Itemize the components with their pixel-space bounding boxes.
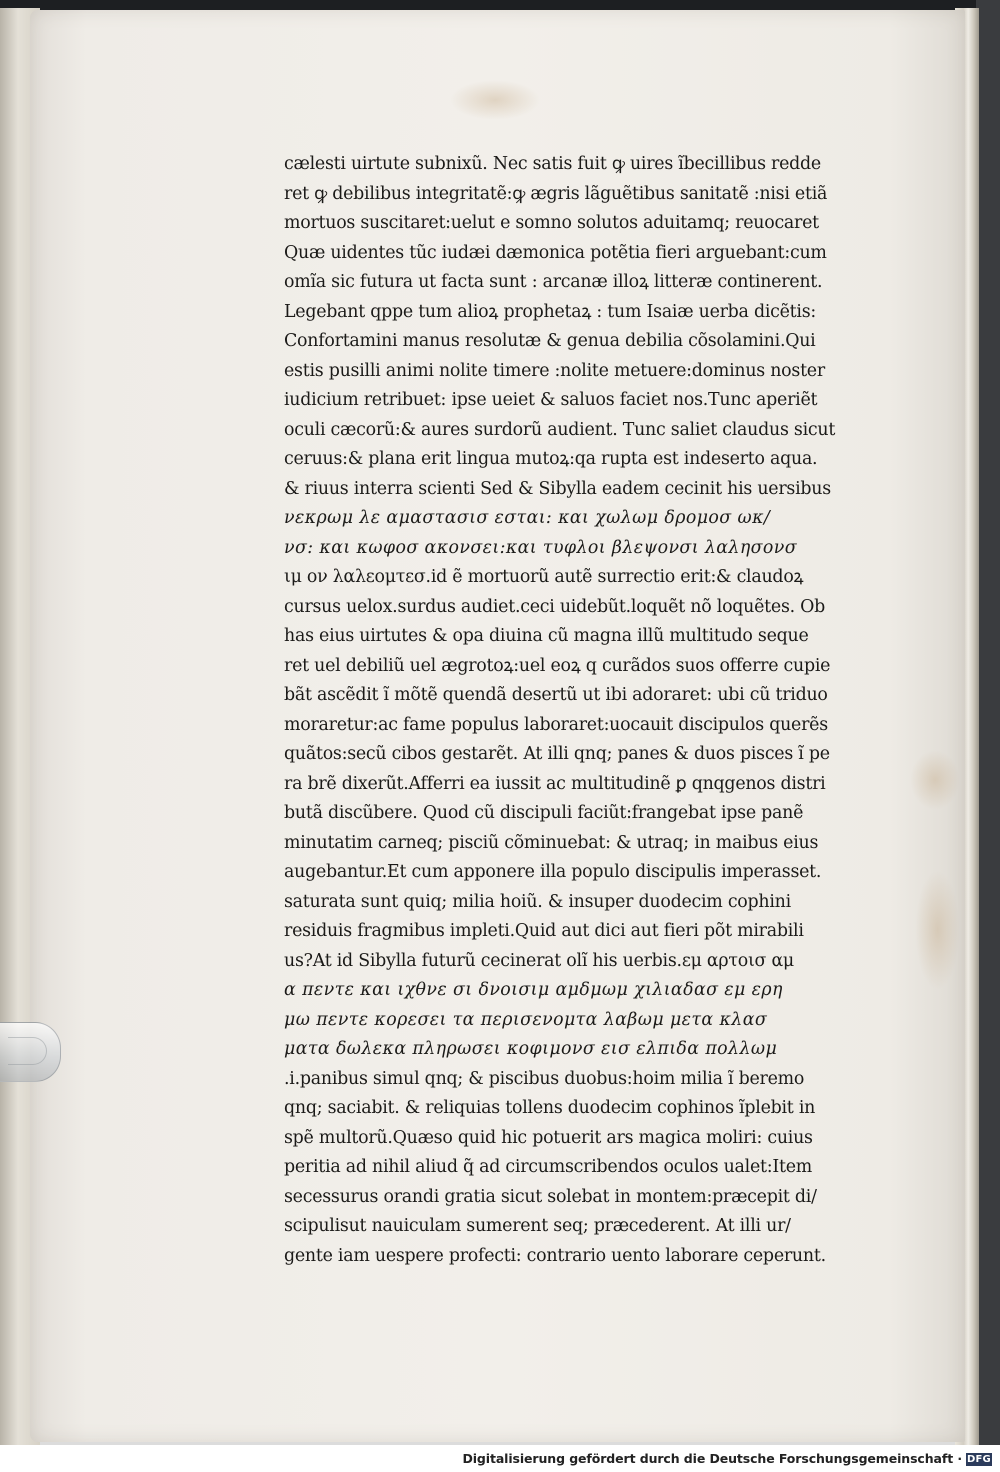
text-line: ret ꝙ debilibus integritatẽ:ꝙ ægris lãguẽtibus sanitatẽ :nisi etiã (284, 183, 828, 204)
text-line: cursus uelox.surdus audiet.ceci uidebũt.loquẽt nõ loquẽtes. Ob (284, 596, 826, 617)
text-line: ret uel debiliũ uel ægrotoꝝ:uel eoꝝ q curãdos suos offerre cupie (284, 655, 831, 676)
page-clip-inner (8, 1037, 47, 1065)
funding-notice: Digitalisierung gefördert durch die Deutsche Forschungsgemeinschaft · (462, 1451, 962, 1466)
text-line: & riuus interra scienti Sed & Sibylla eadem cecinit his uersibus (284, 478, 831, 499)
text-line: .i.panibus simul qnq; & piscibus duobus:hoim milia ĩ beremo (284, 1068, 805, 1089)
text-line: iudicium retribuet: ipse ueiet & saluos faciet nos.Tunc aperiẽt (284, 390, 818, 410)
text-line: residuis fragmibus impleti.Quid aut dici aut fieri põt mirabili (284, 921, 804, 941)
text-line: estis pusilli animi nolite timere :nolite metuere:dominus noster (284, 360, 825, 381)
foxing-stain (450, 80, 540, 120)
text-line: bãt ascẽdit ĩ mõtẽ quendã desertũ ut ibi adoraret: ubi cũ triduo (284, 685, 828, 705)
text-line: gente iam uespere profecti: contrario uento laborare ceperunt. (284, 1245, 826, 1266)
text-line: quãtos:secũ cibos gestarẽt. At illi qnq; panes & duos pisces ĩ pe (284, 744, 830, 764)
foxing-stain (915, 870, 960, 990)
text-block (284, 150, 884, 1271)
text-line: νσ: και κωφοσ ακονσει:και τυφλοι βλεψονσι λαλησονσ (284, 537, 798, 558)
text-line: cælesti uirtute subnixũ. Nec satis fuit ꝙ uires ĩbecillibus redde (284, 154, 821, 174)
text-line: us?At id Sibylla futurũ cecinerat olĩ his uerbis.εμ αρτοισ αμ (284, 950, 794, 971)
dfg-logo: DFG (967, 1454, 991, 1465)
text-line: secessurus orandi gratia sicut solebat in montem:præcepit di/ (284, 1186, 817, 1207)
page-clip (0, 1022, 61, 1082)
text-line: augebantur.Et cum apponere illa populo discipulis imperasset. (284, 862, 822, 882)
text-line: ιμ ον λαλεομτεσ.id ẽ mortuorũ autẽ surrectio erit:& claudoꝝ (284, 567, 804, 587)
foxing-stain (910, 750, 960, 810)
text-line: Quæ uidentes tũc iudæi dæmonica potẽtia fieri arguebant:cum (284, 242, 827, 263)
text-line: Confortamini manus resolutæ & genua debilia cõsolamini.Qui (284, 331, 816, 351)
text-line: moraretur:ac fame populus laboraret:uocauit discipulos querẽs (284, 714, 828, 735)
text-line: Legebant qppe tum alioꝝ prophetaꝝ : tum Isaiæ uerba dicẽtis: (284, 301, 817, 322)
text-line: peritia ad nihil aliud q̃ ad circumscribendos oculos ualet:Item (284, 1157, 812, 1177)
text-line: mortuos suscitaret:uelut e somno solutos aduitamq; reuocaret (284, 213, 819, 233)
text-line: has eius uirtutes & opa diuina cũ magna illũ multitudo seque (284, 626, 809, 646)
text-line: α πεντε και ιχθνε σι δνοισιμ αμδμωμ χιλιαδασ εμ ερη (284, 980, 783, 1000)
text-line: μω πεντε κορεσει τα περισενομτα λαβωμ μετα κλασ (284, 1009, 768, 1030)
text-line: ceruus:& plana erit lingua mutoꝝ:qa rupta est indeserto aqua. (284, 449, 818, 469)
backdrop-right (976, 0, 1000, 1445)
text-line: spẽ multorũ.Quæso quid hic potuerit ars magica moliri: cuius (284, 1127, 813, 1148)
text-line: oculi cæcorũ:& aures surdorũ audient. Tunc saliet claudus sicut (284, 419, 836, 440)
text-line: minutatim carneq; pisciũ cõminuebat: & utraq; in maibus eius (284, 832, 819, 853)
footer-bar (0, 1445, 1000, 1472)
text-line: butã discũbere. Quod cũ discipuli faciũt:frangebat ipse panẽ (284, 803, 804, 823)
text-line: qnq; saciabit. & reliquias tollens duodecim cophinos ĩplebit in (284, 1098, 816, 1118)
text-line: νεκρωμ λε αμαστασισ εσται: και χωλωμ δρομοσ ωκ/ (284, 508, 771, 528)
text-line: ματα δωλεκα πληρωσει κοφιμονσ εισ ελπιδα πολλωμ (284, 1039, 778, 1059)
text-line: saturata sunt quiq; milia hoiũ. & insuper duodecim cophini (284, 891, 791, 912)
text-line: scipulisut nauiculam sumerent seq; præcederent. At illi ur/ (284, 1216, 791, 1236)
text-line: omĩa sic futura ut facta sunt : arcanæ illoꝝ litteræ continerent. (284, 272, 823, 292)
text-line: ra brẽ dixerũt.Afferri ea iussit ac multitudinẽ ꝑ qnqgenos distri (284, 773, 826, 794)
